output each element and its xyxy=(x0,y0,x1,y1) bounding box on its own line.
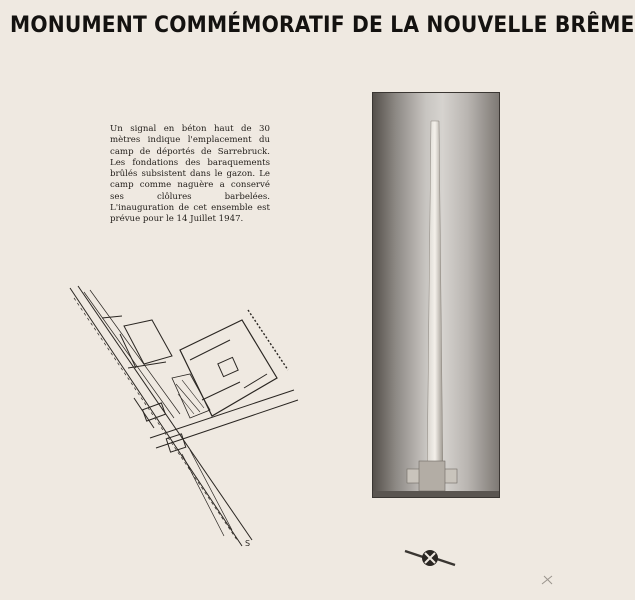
central-foundation xyxy=(218,357,238,376)
monument-photo xyxy=(372,92,500,498)
caption-paragraph: Un signal en béton haut de 30 mètres indique l'emplacement du camp de déportés de Sarrebruck. Les fondations des baraquements brûlés subsistent dans le gazon. Le camp comme naguère a conservé ses clôlures barbelées. L'inauguration de cet ensemble est prévue pour le 14 Juillet 1947. xyxy=(110,124,270,225)
caption-text xyxy=(110,124,270,226)
page-title: MONUMENT COMMÉMORATIF DE LA NOUVELLE BRÊME xyxy=(10,12,635,38)
site-plan-drawing xyxy=(62,278,307,553)
cross-road xyxy=(150,390,298,448)
north-label: S xyxy=(245,539,251,548)
camp-enclosure xyxy=(180,320,277,416)
crossed-circle-emblem xyxy=(403,545,457,571)
obelisk-shaft xyxy=(427,121,443,485)
corner-mark xyxy=(540,574,554,586)
